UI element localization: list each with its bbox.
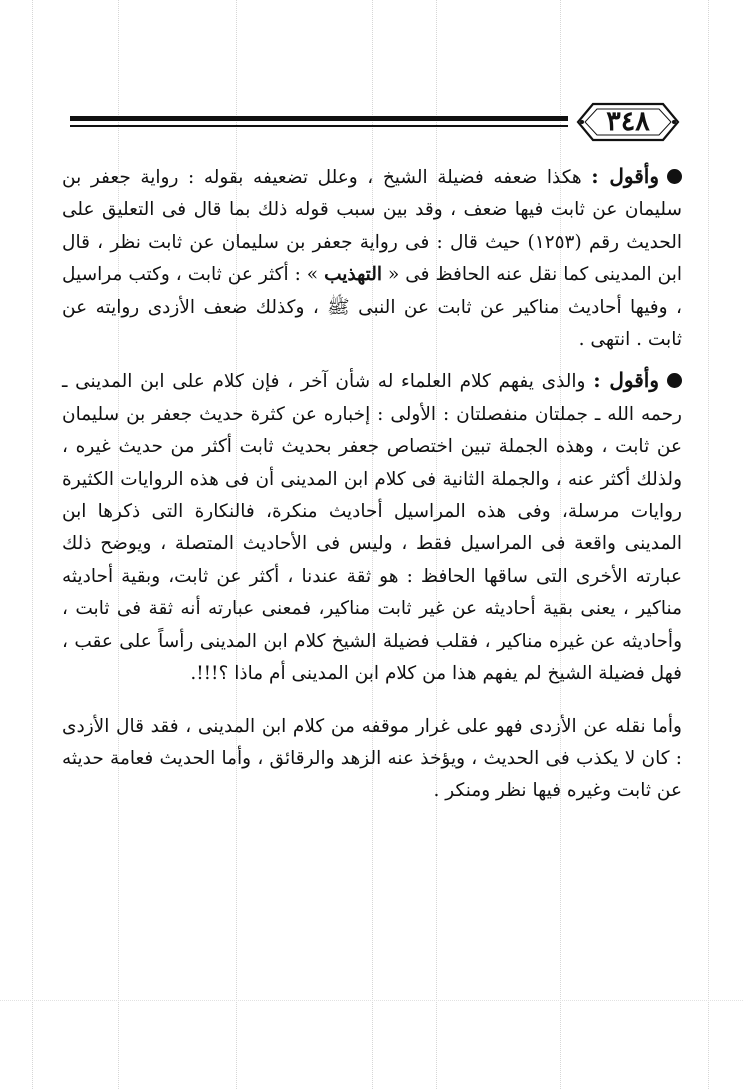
- paragraph: [62, 711, 682, 808]
- header-rule-thick: [70, 116, 568, 121]
- page-header: [70, 100, 680, 146]
- paragraph-text: والذى يفهم كلام العلماء له شأن آخر ، فإن كلام على ابن المدينى ـ رحمه الله ـ جملتان منفصلتان : الأولى : إخباره عن كثرة حديث جعفر بن سليمان عن ثابت ، وهذه الجملة تبين اختصاص جعفر بحديث ثابت أكثر من حديث غيره ، ولذلك أكثر عنه ، والجملة الثانية فى كلام ابن المدينى أن فى هذه الروايات الكثيرة روايات مرسلة، وفى هذه المراسيل أحاديث منكرة، فالنكارة التى ذكرها ابن المدينى واقعة فى المراسيل فقط ، وليس فى الأحاديث المتصلة ، ويوضح ذلك عبارته الأخرى التى ساقها الحافظ : هو ثقة عندنا ، أكثر عن ثابت، وبقية أحاديثه مناكير ، يعنى بقية أحاديثه عن غير ثابت مناكير، فمعنى عبارته أنه ثقة فى ثابت ، وأحاديثه عن غيره مناكير ، فقلب فضيلة الشيخ كلام ابن المدينى رأساً على عقب ، فهل فضيلة الشيخ لم يفهم هذا من كلام ابن المدينى أم ماذا ؟!!!.: [62, 371, 682, 685]
- page-number: ٣٤٨: [606, 106, 650, 137]
- paragraph-text: » : أكثر عن ثابت ، وكتب مراسيل ، وفيها أحاديث مناكير عن ثابت عن النبى ﷺ ، وكذلك ضعف الأزدى روايته عن ثابت . انتهى .: [62, 264, 682, 351]
- scan-guide-line: [0, 1000, 743, 1001]
- header-rule-thin: [70, 125, 568, 127]
- page-body: [62, 160, 682, 808]
- paragraph-lead: وأقول :: [591, 164, 659, 188]
- scan-guide-line: [708, 0, 709, 1089]
- scan-guide-line: [32, 0, 33, 1089]
- paragraph-text: هكذا ضعفه فضيلة الشيخ ، وعلل تضعيفه بقوله : رواية جعفر بن سليمان عن ثابت فيها ضعف ، وقد بين سبب قوله ذلك بما قال فى التعليق على الحديث رقم (١٢٥٣) حيث قال : فى رواية جعفر بن سليمان عن ثابت نظر ، قال ابن المدينى كما نقل عنه الحافظ فى «: [62, 167, 682, 286]
- paragraph-text: وأما نقله عن الأزدى فهو على غرار موقفه من كلام ابن المدينى ، فقد قال الأزدى : كان لا يكذب فى الحديث ، ويؤخذ عنه الزهد والرقائق ، وأما الحديث فعامة حديثه عن ثابت وغيره فيها نظر ومنكر .: [62, 715, 682, 802]
- paragraph: [62, 160, 682, 356]
- bullet-dot-icon: [667, 169, 682, 184]
- paragraph: [62, 364, 682, 690]
- paragraph-lead: وأقول :: [593, 368, 659, 393]
- bullet-dot-icon: [667, 373, 682, 388]
- book-title: التهذيب: [324, 264, 382, 286]
